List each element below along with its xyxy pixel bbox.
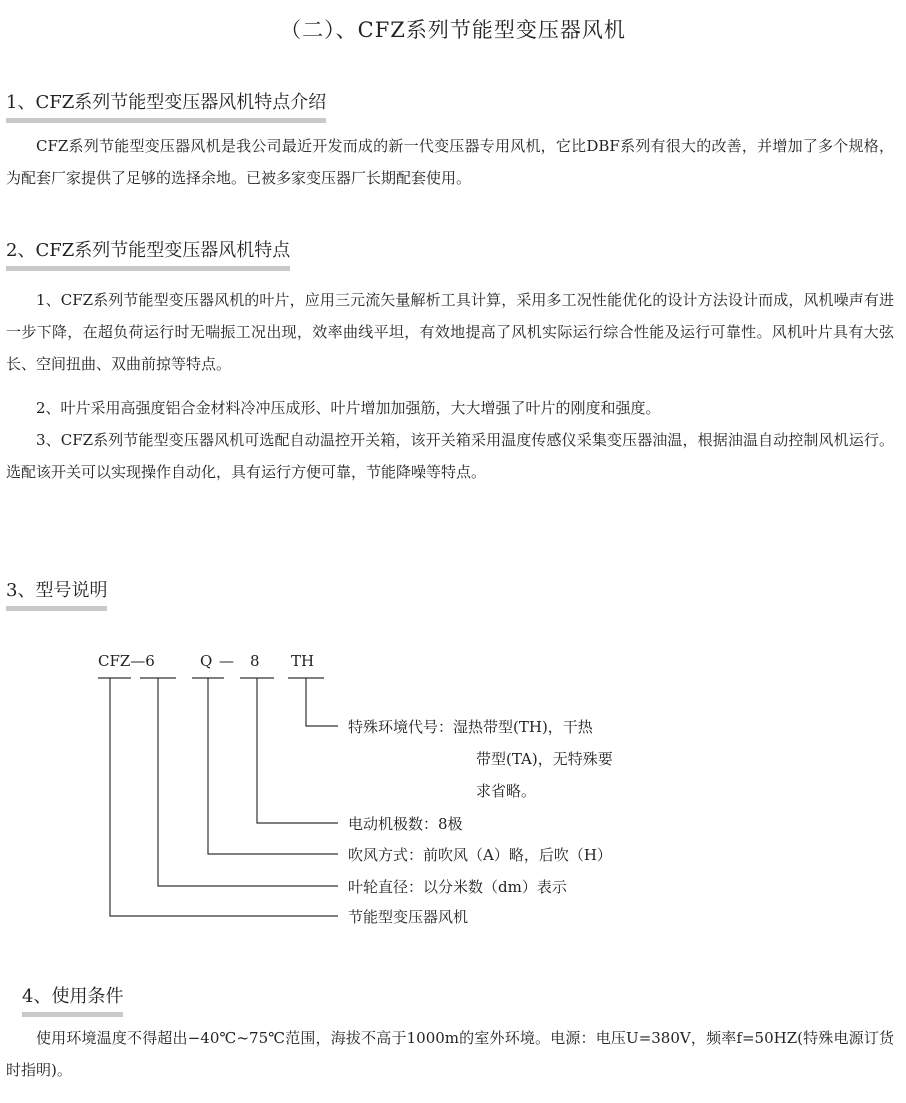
label-blow: 吹风方式：前吹风（A）略，后吹（H）	[348, 846, 612, 864]
label-th-line3: 求省略。	[476, 782, 537, 800]
label-type: 节能型变压器风机	[348, 908, 469, 926]
label-th-line2: 带型(TA)，无特殊要	[476, 750, 613, 768]
model-diagram	[0, 640, 906, 940]
model-dash: —	[219, 652, 234, 670]
model-part-8: 8	[250, 652, 260, 670]
model-part-th: TH	[291, 652, 315, 670]
section-1-heading: 1、CFZ系列节能型变压器风机特点介绍	[6, 88, 326, 118]
section-2-heading: 2、CFZ系列节能型变压器风机特点	[6, 236, 290, 266]
leader-poles	[257, 678, 338, 823]
section-2-paragraph-3: 3、CFZ系列节能型变压器风机可选配自动温控开关箱，该开关箱采用温度传感仪采集变压器油温，根据油温自动控制风机运行。选配该开关可以实现操作自动化，具有运行方便可靠，节能降噪等特点。	[6, 431, 894, 481]
section-2-paragraph-2: 2、叶片采用高强度铝合金材料冷冲压成形、叶片增加加强筋，大大增强了叶片的刚度和强度。	[36, 399, 661, 417]
label-th-line1: 特殊环境代号：湿热带型(TH)，干热	[348, 718, 593, 736]
section-1-paragraph: CFZ系列节能型变压器风机是我公司最近开发而成的新一代变压器专用风机，它比DBF系列有很大的改善，并增加了多个规格，为配套厂家提供了足够的选择余地。已被多家变压器厂长期配套使用。	[6, 137, 894, 187]
leader-type	[110, 678, 338, 916]
model-part-q: Q	[200, 652, 213, 670]
section-3-heading: 3、型号说明	[6, 576, 107, 606]
page-title: （二）、CFZ系列节能型变压器风机	[280, 18, 626, 42]
label-diameter: 叶轮直径：以分米数（dm）表示	[348, 878, 567, 896]
model-part-cfz: CFZ—6	[98, 652, 155, 670]
section-4-paragraph: 使用环境温度不得超出−40℃~75℃范围，海拔不高于1000m的室外环境。电源：电压U=380V，频率f=50HZ(特殊电源订货时指明)。	[6, 1029, 894, 1079]
leader-th	[306, 678, 338, 726]
label-poles: 电动机极数：8极	[348, 815, 463, 833]
leader-blow	[208, 678, 338, 854]
leader-diameter	[158, 678, 338, 886]
section-4-heading: 4、使用条件	[22, 982, 123, 1012]
section-2-paragraph-1: 1、CFZ系列节能型变压器风机的叶片，应用三元流矢量解析工具计算，采用多工况性能优化的设计方法设计而成，风机噪声有进一步下降，在超负荷运行时无喘振工况出现，效率曲线平坦，有效地提高了风机实际运行综合性能及运行可靠性。风机叶片具有大弦长、空间扭曲、双曲前掠等特点。	[6, 291, 894, 373]
